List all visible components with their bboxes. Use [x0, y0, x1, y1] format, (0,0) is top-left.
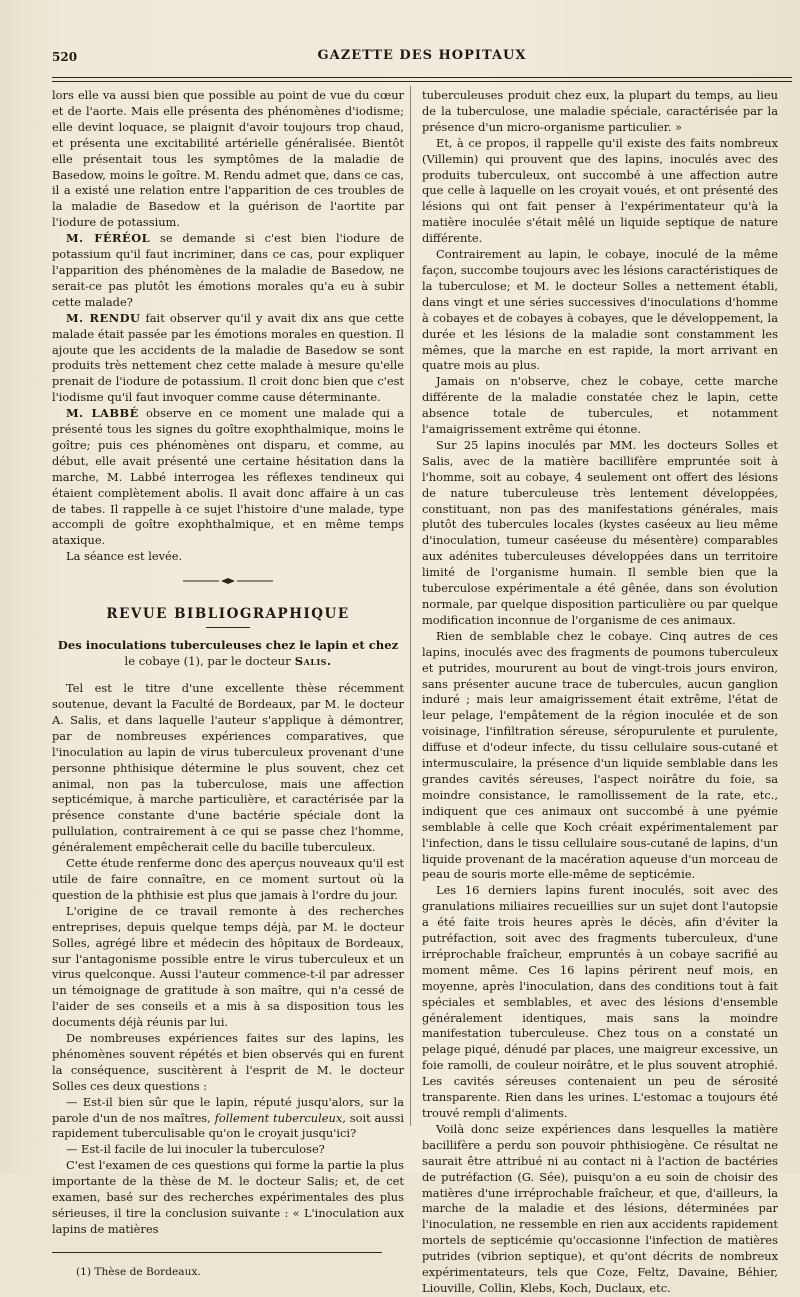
paragraph: Jamais on n'observe, chez le cobaye, cette marche différente de la maladie constatée chez le lapin, cette absence totale de tubercules, et notamment l'amaigrissement extrême qui étonne.	[422, 374, 778, 437]
paragraph: Cette étude renferme donc des aperçus nouveaux qu'il est utile de faire connaître, en ce moment surtout où la question de la phthisie est plus que jamais à l'ordre du jour.	[52, 856, 404, 902]
page-header	[52, 44, 792, 74]
paragraph: lors elle va aussi bien que possible au point de vue du cœur et de l'aorte. Mais elle présenta des phénomènes d'iodisme; elle devint loquace, se plaignit d'avoir toujours trop chaud, et présenta une excitabilité artérielle généralisée. Bientôt elle présentait tous les symptômes de la maladie de Basedow, moins le goître. M. Rendu admet que, dans ce cas, il a existé une relation entre l'apparition de ces troubles de la maladie de Basedow et la guérison de l'aortite par l'iodure de potassium.	[52, 88, 404, 230]
paragraph-text: fait observer qu'il y avait dix ans que cette malade était passée par les émotions morales en question. Il ajoute que les accidents de la maladie de Basedow se sont produits très nettement chez cette malade à mesure qu'elle prenait de l'iodure de potassium. Il croit donc bien que c'est l'iodisme qu'il faut invoquer comme cause déterminante.	[52, 310, 404, 405]
session-closed: La séance est levée.	[66, 549, 183, 564]
footnote-rule	[52, 1252, 382, 1253]
section-title: REVUE BIBLIOGRAPHIQUE	[106, 606, 350, 623]
paragraph: L'origine de ce travail remonte à des recherches entreprises, depuis quelque temps déjà, par M. le docteur Solles, agrégé libre et médecin des hôpitaux de Bordeaux, sur l'antagonisme possible entre le virus tuberculeux et un virus quelconque. Aussi l'auteur commence-t-il par adresser un témoignage de gratitude à son maître, qui n'a cessé de l'aider de ses conseils et a mis à sa disposition tous les documents déjà réunis par lui.	[52, 903, 404, 1030]
short-rule	[206, 627, 250, 628]
paragraph: — Est-il bien sûr que le lapin, réputé jusqu'alors, sur la parole d'un de nos maîtres, follement tuberculeux, soit aussi rapidement tuberculisable qu'on le croyait jusqu'ici?	[52, 1094, 404, 1141]
paragraph: De nombreuses expériences faites sur des lapins, les phénomènes souvent répétés et bien observés qui en furent la conséquence, suscitèrent à l'esprit de M. le docteur Solles ces deux questions :	[52, 1031, 404, 1093]
paragraph	[52, 406, 404, 549]
paragraph-text: se demande si c'est bien l'iodure de potassium qu'il faut incriminer, dans ce cas, pour expliquer l'apparition des phénomènes de la maladie de Basedow, ne serait-ce pas plutôt les émotions morales qu'a eu à subir cette malade?	[52, 231, 404, 309]
article-title	[52, 638, 404, 669]
right-column	[422, 88, 778, 1297]
paragraph: — Est-il facile de lui inoculer la tuberculose?	[66, 1142, 325, 1157]
paragraph	[52, 311, 404, 406]
paragraph: Et, à ce propos, il rappelle qu'il existe des faits nombreux (Villemin) qui prouvent que des lapins, inoculés avec des produits tuberculeux, ont succombé à une affection autre que celle à laquelle on les croyait voués, et ont présenté des lésions qui ont fait penser à l'expérimentateur qu'à la matière inoculée s'était mêlé un liquide septique de nature différente.	[422, 135, 778, 246]
running-title: GAZETTE DES HOPITAUX	[317, 48, 527, 63]
paragraph: Les 16 derniers lapins furent inoculés, soit avec des granulations miliaires recueillies sur un sujet dont l'autopsie a été faite trois heures après le décès, afin d'éviter la putréfaction, soit avec des fragments tuberculeux, d'une irréprochable fraîcheur, empruntés à un cobaye sacrifié au moment même. Ces 16 lapins périrent neuf mois, en moyenne, après l'inoculation, dans des conditions tout à fait spéciales et semblables, et avec des lésions d'ensemble généralement identiques, mais sans la moindre manifestation tuberculeuse. Chez tous on a constaté un pelage piqué, dénudé par places, une maigreur excessive, un foie ramolli, de couleur noirâtre, et le plus souvent atrophié. Les cavités séreuses contenaient un peu de sérosité transparente. Rien dans les urines. L'estomac a toujours été trouvé rempli d'aliments.	[422, 883, 778, 1120]
article-author: Salis.	[294, 653, 332, 668]
paragraph: Tel est le titre d'une excellente thèse récemment soutenue, devant la Faculté de Bordeaux, par M. le docteur A. Salis, et dans laquelle l'auteur s'applique à démontrer, par de nombreuses expériences comparatives, que l'inoculation au lapin de virus tuberculeux provenant d'une personne phthisique détermine le plus souvent, chez cet animal, non pas la tuberculose, mais une affection septicémique, à marche particulière, et caractérisée par la présence constante d'une bactérie spéciale dont la pullulation, contrairement à ce qui se passe chez l'homme, généralement empêcherait celle du bacille tuberculeux.	[52, 681, 404, 855]
article-title-line: Des inoculations tuberculeuses chez le lapin et chez	[57, 638, 399, 653]
speaker-name: M. FÉRÉOL	[66, 231, 151, 246]
paragraph: Voilà donc seize expériences dans lesquelles la matière bacillifère a perdu son pouvoir phthisiogène. Ce résultat ne saurait être attribué ni au contact ni à l'action de bactéries de putréfaction (G. Sée), puisqu'on a eu soin de choisir des matières d'une irréprochable fraîcheur, et que, d'ailleurs, la marche de la maladie et des lésions, déterminées par l'inoculation, ne ressemble en rien aux accidents rapidement mortels de septicémie qu'occasionne l'infection de matières putrides (vibrion septique), et qu'ont décrits de nombreux expérimentateurs, tels que Coze, Feltz, Davaine, Béhier, Liouville, Collin, Klebs, Koch, Duclaux, etc.	[422, 1121, 778, 1295]
column-divider	[410, 86, 411, 1126]
paragraph: Rien de semblable chez le cobaye. Cinq autres de ces lapins, inoculés avec des fragments de poumons tuberculeux et putrides, moururent au bout de vingt-trois jours environ, sans présenter aucune trace de tubercules, aucun ganglion induré ; mais leur amaigrissement était extrême, l'état de leur pelage, l'empâtement de la région inoculée et de son voisinage, l'infiltration séreuse, séropurulente et purulente, diffuse et d'odeur infecte, du tissu cellulaire sous-cutané et intermusculaire, la présence d'un liquide semblable dans les grandes cavités séreuses, l'aspect noirâtre du foie, sa moindre consistance, le ramollissement de la rate, etc., indiquent que ces animaux ont succombé à une pyémie semblable à celle que Koch créait expérimentalement par l'infection, dans le tissu cellulaire sous-cutané de lapins, d'un liquide provenant de la macération aqueuse d'un morceau de peau de souris morte elle-même de septicémie.	[422, 628, 778, 882]
emphasis: follement tuberculeux,	[214, 1110, 346, 1125]
ornament-divider	[183, 577, 273, 585]
page-number: 520	[52, 50, 78, 64]
speaker-name: M. RENDU	[66, 310, 141, 325]
article-title-line: le cobaye (1), par le docteur Salis.	[124, 653, 332, 668]
paragraph: C'est l'examen de ces questions qui forme la partie la plus importante de la thèse de M. le docteur Salis; et, de cet examen, basé sur des recherches expérimentales des plus sérieuses, il tire la conclusion suivante : « L'inoculation aux lapins de matières	[52, 1158, 404, 1236]
paragraph: Sur 25 lapins inoculés par MM. les docteurs Solles et Salis, avec de la matière bacillifère empruntée soit à l'homme, soit au cobaye, 4 seulement ont offert des lésions de nature tuberculeuse très lentement développées, constituant, non pas des manifestations générales, mais plutôt des tubercules locales (kystes caséeux au lieu même d'inoculation, tumeur caséeuse du mésentère) comparables aux adénites tuberculeuses développées dans un territoire limité de l'organisme humain. Il semble bien que la tuberculose expérimentale a été gênée, dans son évolution normale, par quelque disposition particulière ou par quelque modification inconnue de l'organisme de ces animaux.	[422, 437, 778, 627]
paragraph-text: observe en ce moment une malade qui a présenté tous les signes du goître exophthalmique, moins le goître; puis ces phénomènes ont disparu, et comme, au début, elle avait présenté une certaine hésitation dans la marche, M. Labbé interrogea les réflexes tendineux qui étaient complètement abolis. Il avait donc affaire à un cas de tabes. Il rappelle à ce sujet l'histoire d'une malade, type accompli de goître exophthalmique, et en même temps ataxique.	[52, 406, 404, 548]
header-rule	[52, 77, 792, 82]
paragraph: Contrairement au lapin, le cobaye, inoculé de la même façon, succombe toujours avec les lésions caractéristiques de la tuberculose; et M. le docteur Solles a nettement établi, dans vingt et une séries successives d'inoculations d'homme à cobayes et de cobayes à cobayes, que le développement, la durée et les lésions de la maladie sont constamment les mêmes, que la marche en est rapide, la mort arrivant en quatre mois au plus.	[422, 247, 778, 373]
paragraph: tuberculeuses produit chez eux, la plupart du temps, au lieu de la tuberculose, une maladie spéciale, caractérisée par la présence d'un micro-organisme particulier. »	[422, 88, 778, 134]
paragraph	[52, 231, 404, 311]
footnote: (1) Thèse de Bordeaux.	[76, 1265, 201, 1278]
left-column	[52, 88, 404, 1281]
speaker-name: M. LABBÉ	[66, 406, 139, 421]
